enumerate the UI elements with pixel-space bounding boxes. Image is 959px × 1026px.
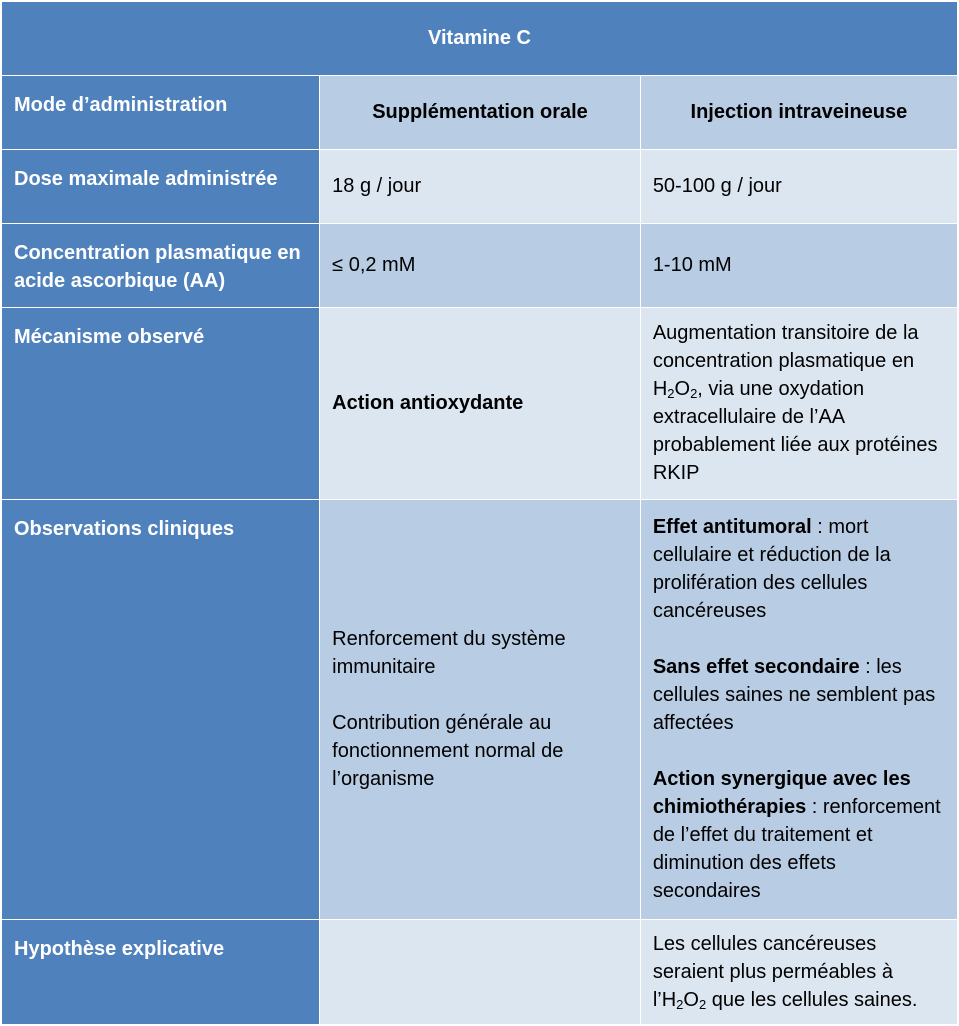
hypothese-iv-oxygen: O bbox=[683, 988, 699, 1011]
row-label-observations: Observations cliniques bbox=[1, 499, 320, 919]
hypothese-oral bbox=[320, 919, 641, 1025]
row-label-mode: Mode d’administration bbox=[1, 75, 320, 149]
row-mecanisme bbox=[1, 307, 958, 499]
row-mode bbox=[1, 75, 958, 149]
concentration-iv: 1-10 mM bbox=[640, 223, 958, 307]
observations-iv-p3-bold: Action synergique avec les chimiothérapies bbox=[652, 768, 911, 818]
observations-oral-paragraph-1: Renforcement du système immunitaire bbox=[332, 628, 566, 678]
row-hypothese bbox=[1, 919, 958, 1025]
observations-oral bbox=[320, 499, 641, 919]
observations-iv bbox=[640, 499, 958, 919]
column-header-oral: Supplémentation orale bbox=[320, 75, 641, 149]
observations-iv-p2-text: : les cellules saines ne semblent pas affectées bbox=[652, 656, 936, 734]
observations-iv-paragraph-2 bbox=[653, 653, 945, 737]
concentration-oral: ≤ 0,2 mM bbox=[320, 223, 641, 307]
mecanisme-iv-subscript-1: 2 bbox=[667, 386, 675, 401]
observations-iv-p1-bold: Effet antitumoral bbox=[652, 516, 812, 538]
mecanisme-iv-oxygen: O bbox=[674, 378, 691, 400]
mecanisme-oral: Action antioxydante bbox=[320, 307, 641, 499]
observations-iv-p2-bold: Sans effet secondaire bbox=[652, 656, 860, 678]
hypothese-iv-subscript-2: 2 bbox=[698, 996, 707, 1012]
hypothese-iv-subscript-1: 2 bbox=[676, 996, 684, 1012]
observations-iv-p3-text: : renforcement de l’effet du traitement et diminution des effets secondaires bbox=[652, 796, 941, 902]
mecanisme-iv-text-end: , via une oxydation extracellulaire de l’AA probablement liée aux protéines RKIP bbox=[652, 378, 938, 484]
column-header-iv: Injection intraveineuse bbox=[640, 75, 958, 149]
observations-iv-p1-text: : mort cellulaire et réduction de la prolifération des cellules cancéreuses bbox=[652, 516, 891, 622]
row-observations bbox=[1, 499, 958, 919]
observations-oral-paragraph-2: Contribution générale au fonctionnement normal de l’organisme bbox=[332, 712, 564, 790]
row-dose bbox=[1, 149, 958, 223]
row-concentration bbox=[1, 223, 958, 307]
mecanisme-iv-subscript-2: 2 bbox=[690, 386, 698, 401]
row-label-concentration: Concentration plasmatique en acide ascorbique (AA) bbox=[1, 223, 320, 307]
row-label-mecanisme: Mécanisme observé bbox=[1, 307, 320, 499]
hypothese-iv bbox=[640, 919, 958, 1025]
dose-iv: 50-100 g / jour bbox=[640, 149, 958, 223]
dose-oral: 18 g / jour bbox=[320, 149, 641, 223]
hypothese-iv-text-start: Les cellules cancéreuses seraient plus perméables à l’H bbox=[652, 932, 893, 1011]
row-label-dose: Dose maximale administrée bbox=[1, 149, 320, 223]
hypothese-iv-text-end: que les cellules saines. bbox=[706, 988, 918, 1011]
row-label-hypothese: Hypothèse explicative bbox=[1, 919, 320, 1025]
observations-iv-paragraph-1 bbox=[653, 513, 945, 625]
mecanisme-iv-text-start: Augmentation transitoire de la concentration plasmatique en H bbox=[652, 322, 919, 400]
table-title: Vitamine C bbox=[1, 1, 958, 75]
mecanisme-iv bbox=[640, 307, 958, 499]
observations-iv-paragraph-3 bbox=[653, 765, 945, 905]
